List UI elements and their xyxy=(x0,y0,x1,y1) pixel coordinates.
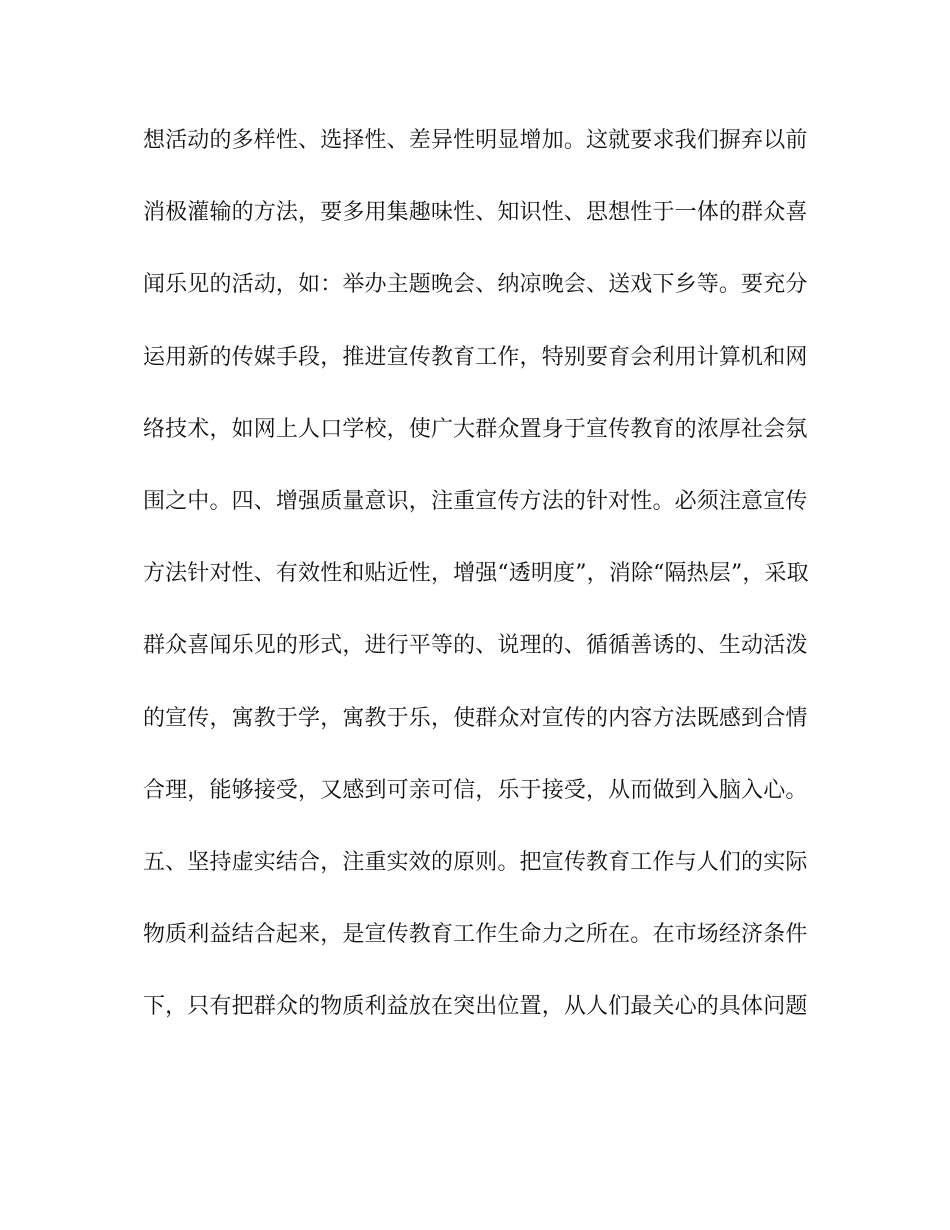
text-line: 围之中。四、增强质量意识，注重宣传方法的针对性。必须注意宣传 xyxy=(143,488,808,514)
text-line: 下，只有把群众的物质利益放在突出位置，从人们最关心的具体问题 xyxy=(143,994,808,1020)
text-line: 物质利益结合起来，是宣传教育工作生命力之所在。在市场经济条件 xyxy=(143,922,808,948)
text-line: 想活动的多样性、选择性、差异性明显增加。这就要求我们摒弃以前 xyxy=(143,128,808,153)
text-line: 络技术，如网上人口学校，使广大群众置身于宣传教育的浓厚社会氛 xyxy=(143,416,808,442)
body-text xyxy=(143,121,809,1059)
text-line: 消极灌输的方法，要多用集趣味性、知识性、思想性于一体的群众喜 xyxy=(143,200,808,226)
text-line: 运用新的传媒手段，推进宣传教育工作，特别要育会利用计算机和网 xyxy=(143,344,808,370)
text-line: 闻乐见的活动，如：举办主题晚会、纳凉晚会、送戏下乡等。要充分 xyxy=(143,272,808,298)
text-line: 合理，能够接受，又感到可亲可信，乐于接受，从而做到入脑入心。 xyxy=(143,777,808,803)
text-line: 的宣传，寓教于学，寓教于乐，使群众对宣传的内容方法既感到合情 xyxy=(143,705,808,731)
text-line: 群众喜闻乐见的形式，进行平等的、说理的、循循善诱的、生动活泼 xyxy=(143,633,808,659)
text-line: 五、坚持虚实结合，注重实效的原则。把宣传教育工作与人们的实际 xyxy=(143,849,808,875)
text-line: 方法针对性、有效性和贴近性，增强“透明度”，消除“隔热层”，采取 xyxy=(143,561,809,587)
